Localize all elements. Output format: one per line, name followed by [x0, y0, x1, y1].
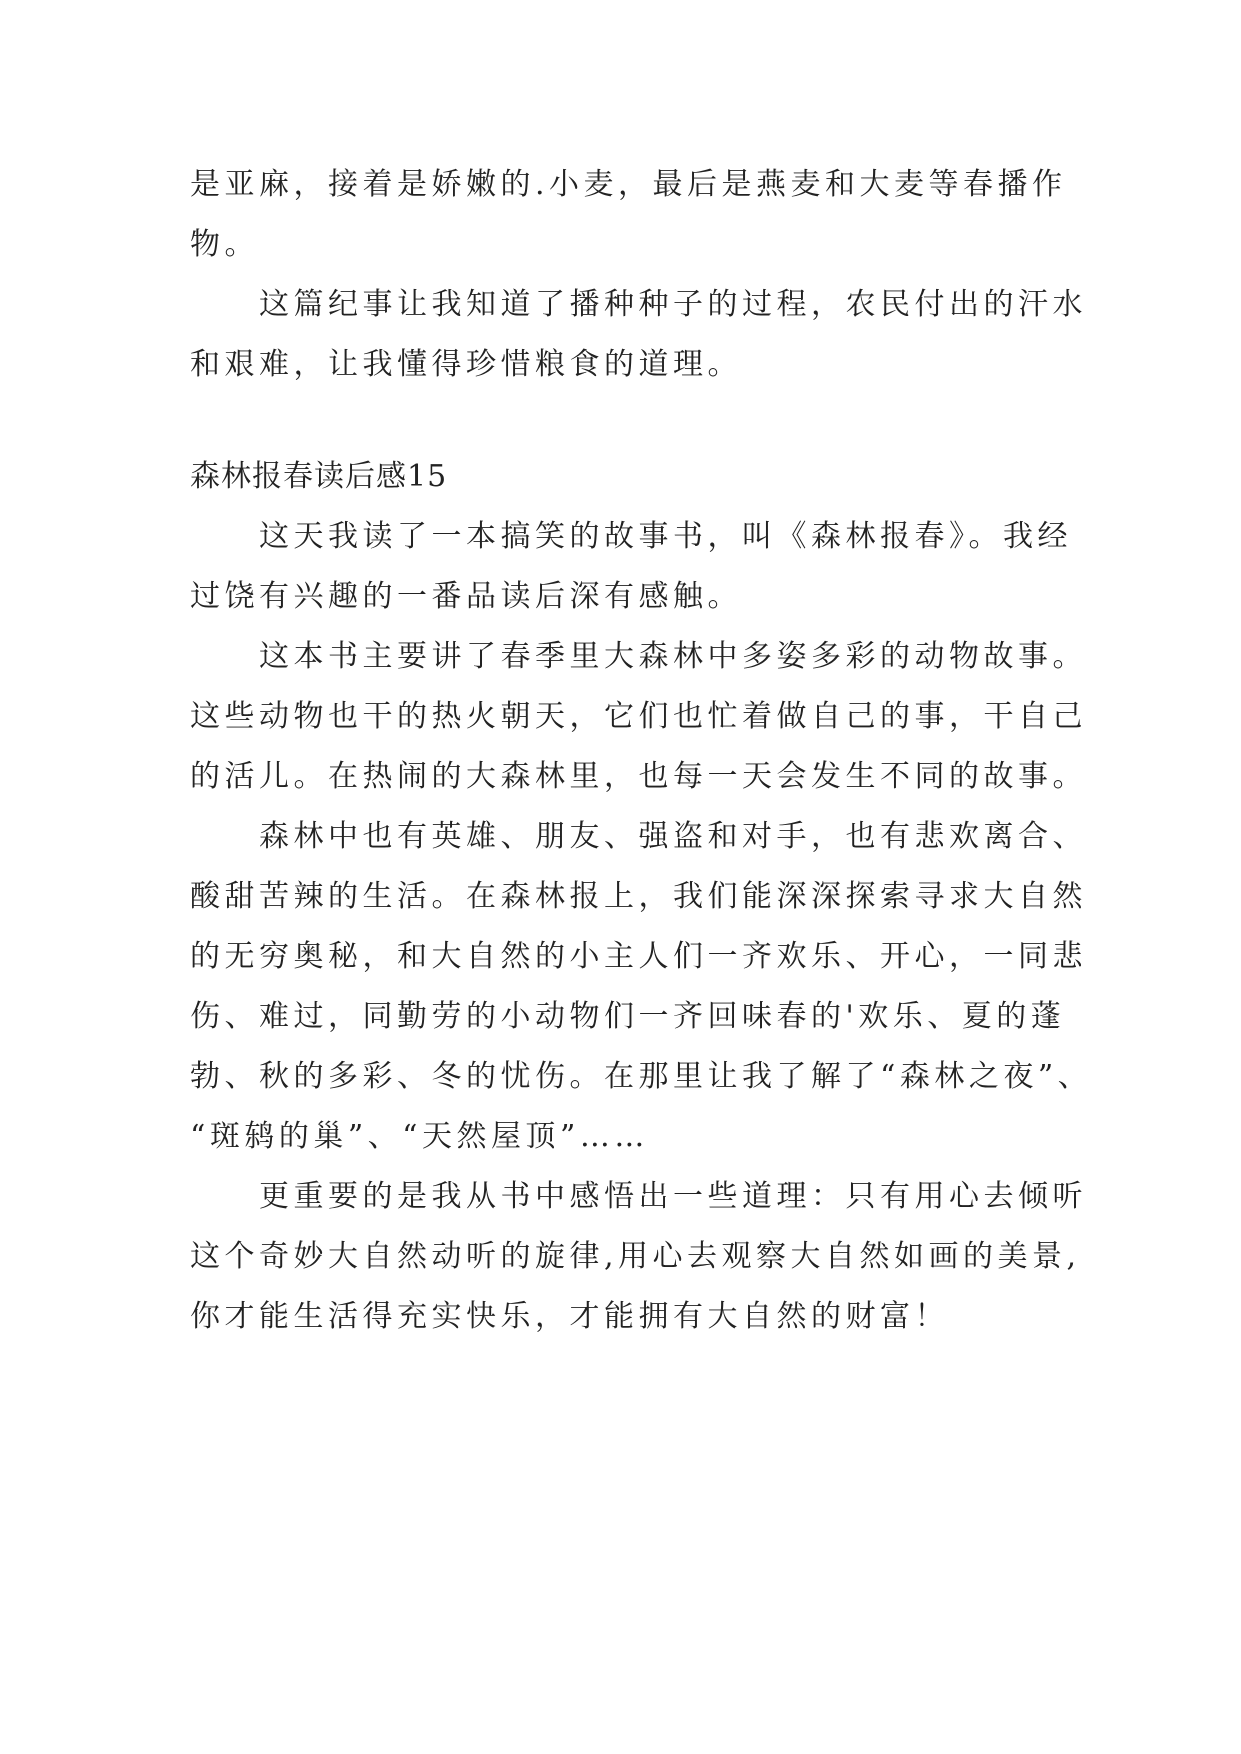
text-line: 的活儿。在热闹的大森林里，也每一天会发生不同的故事。	[190, 759, 1087, 794]
text-line: 这个奇妙大自然动听的旋律,用心去观察大自然如画的美景,	[190, 1239, 1081, 1274]
text-line: 这本书主要讲了春季里大森林中多姿多彩的动物故事。	[190, 639, 1087, 674]
text-line: 这天我读了一本搞笑的故事书，叫《森林报春》。我经	[190, 519, 1072, 554]
text-line: 的无穷奥秘，和大自然的小主人们一齐欢乐、开心，一同悲	[190, 939, 1087, 974]
text-line: 更重要的是我从书中感悟出一些道理：只有用心去倾听	[190, 1179, 1087, 1214]
text-line: “斑鸫的巢”、“天然屋顶”……	[190, 1119, 649, 1154]
text-line: 伤、难过，同勤劳的小动物们一齐回味春的'欢乐、夏的蓬	[190, 999, 1066, 1034]
text-line: 森林中也有英雄、朋友、强盗和对手，也有悲欢离合、	[190, 819, 1087, 854]
text-line: 物。	[190, 227, 259, 262]
text-line: 这篇纪事让我知道了播种种子的过程，农民付出的汗水	[190, 287, 1087, 322]
text-line: 勃、秋的多彩、冬的忧伤。在那里让我了解了“森林之夜”、	[190, 1059, 1093, 1094]
section-spacer	[190, 395, 1090, 447]
section-heading: 森林报春读后感15	[190, 459, 448, 494]
text-line: 你才能生活得充实快乐，才能拥有大自然的财富！	[190, 1299, 949, 1334]
text-line: 过饶有兴趣的一番品读后深有感触。	[190, 579, 742, 614]
text-line: 酸甜苦辣的生活。在森林报上，我们能深深探索寻求大自然	[190, 879, 1087, 914]
text-line: 是亚麻，接着是娇嫩的.小麦，最后是燕麦和大麦等春播作	[190, 167, 1067, 202]
text-line: 和艰难，让我懂得珍惜粮食的道理。	[190, 347, 742, 382]
document-body	[190, 155, 1093, 1347]
text-line: 这些动物也干的热火朝天，它们也忙着做自己的事，干自己	[190, 699, 1087, 734]
